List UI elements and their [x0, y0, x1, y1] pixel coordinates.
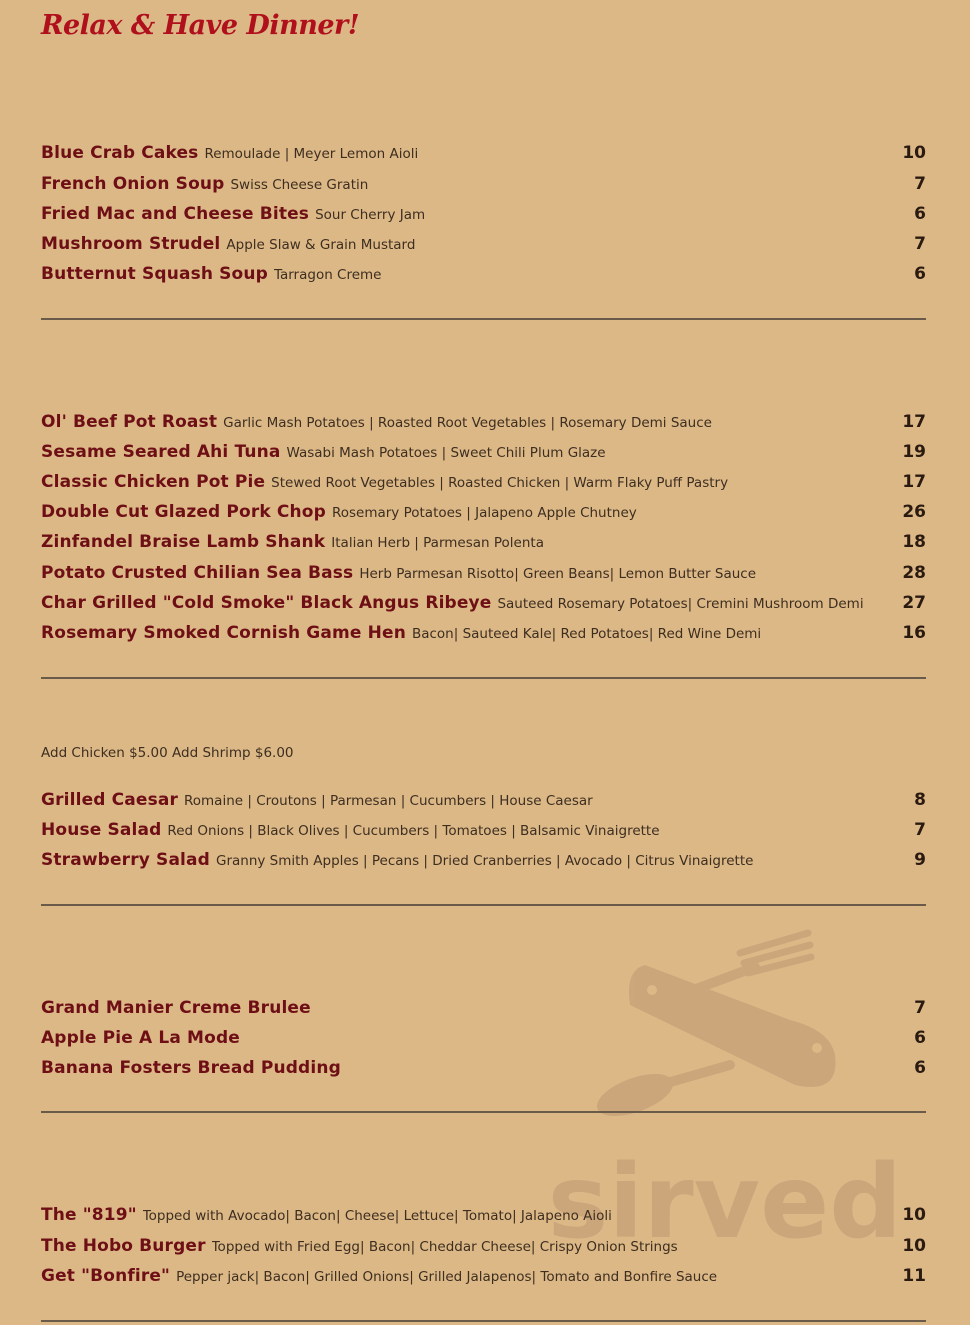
item-price: 10: [902, 1205, 926, 1225]
item-price: 9: [914, 850, 926, 870]
item-price: 18: [902, 532, 926, 552]
item-description: Sauteed Rosemary Potatoes| Cremini Mushroom Demi: [497, 596, 864, 612]
item-description: Topped with Avocado| Bacon| Cheese| Lettuce| Tomato| Jalapeno Aioli: [142, 1208, 612, 1224]
item-price: 10: [902, 1236, 926, 1256]
item-name: Strawberry Salad: [41, 850, 210, 870]
item-name: Rosemary Smoked Cornish Game Hen: [41, 623, 406, 643]
item-price: 11: [902, 1266, 926, 1286]
item-description: Tarragon Creme: [273, 267, 382, 283]
item-price: 6: [914, 1058, 926, 1078]
item-description: Granny Smith Apples | Pecans | Dried Cranberries | Avocado | Citrus Vinaigrette: [215, 853, 754, 869]
item-price: 17: [902, 412, 926, 432]
item-name: Apple Pie A La Mode: [41, 1028, 240, 1048]
menu-item: [41, 174, 926, 198]
item-price: 7: [914, 174, 926, 194]
item-price: 7: [914, 820, 926, 840]
section-divider: [41, 1320, 926, 1322]
section-divider: [41, 677, 926, 679]
menu-item: [41, 998, 926, 1022]
item-price: 6: [914, 1028, 926, 1048]
item-price: 10: [902, 143, 926, 163]
item-description: Bacon| Sauteed Kale| Red Potatoes| Red Wine Demi: [411, 626, 762, 642]
menu-item: [41, 1266, 926, 1290]
item-name: Sesame Seared Ahi Tuna: [41, 442, 281, 462]
item-description: Swiss Cheese Gratin: [230, 177, 369, 193]
item-name: Butternut Squash Soup: [41, 264, 268, 284]
item-description: Topped with Fried Egg| Bacon| Cheddar Cheese| Crispy Onion Strings: [211, 1239, 678, 1255]
item-description: Pepper jack| Bacon| Grilled Onions| Grilled Jalapenos| Tomato and Bonfire Sauce: [176, 1269, 718, 1285]
item-price: 17: [902, 472, 926, 492]
menu-item: [41, 442, 926, 466]
item-price: 7: [914, 998, 926, 1018]
item-price: 19: [902, 442, 926, 462]
salad-addon-note: Add Chicken $5.00 Add Shrimp $6.00: [41, 745, 294, 761]
item-name: Classic Chicken Pot Pie: [41, 472, 266, 492]
menu-item: [41, 563, 926, 587]
item-name: Potato Crusted Chilian Sea Bass: [41, 563, 354, 583]
menu-item: [41, 1058, 926, 1082]
item-name: Banana Fosters Bread Pudding: [41, 1058, 341, 1078]
item-name: French Onion Soup: [41, 174, 225, 194]
menu-item: [41, 143, 926, 167]
item-description: Sour Cherry Jam: [315, 207, 426, 223]
menu-item: [41, 593, 926, 617]
menu-item: [41, 1236, 926, 1260]
menu-item: [41, 234, 926, 258]
item-description: Red Onions | Black Olives | Cucumbers | Tomatoes | Balsamic Vinaigrette: [167, 823, 660, 839]
menu-item: [41, 264, 926, 288]
item-price: 27: [902, 593, 926, 613]
item-name: Char Grilled "Cold Smoke" Black Angus Ribeye: [41, 593, 492, 613]
item-name: The "819": [41, 1205, 137, 1225]
item-price: 26: [902, 502, 926, 522]
item-description: Garlic Mash Potatoes | Roasted Root Vegetables | Rosemary Demi Sauce: [223, 415, 712, 431]
menu-item: [41, 820, 926, 844]
item-price: 6: [914, 264, 926, 284]
section-divider: [41, 318, 926, 320]
item-name: Get "Bonfire": [41, 1266, 171, 1286]
item-name: Mushroom Strudel: [41, 234, 221, 254]
item-price: 28: [902, 563, 926, 583]
item-description: Apple Slaw & Grain Mustard: [226, 237, 416, 253]
menu-item: [41, 790, 926, 814]
menu-item: [41, 412, 926, 436]
item-name: Grilled Caesar: [41, 790, 178, 810]
item-price: 8: [914, 790, 926, 810]
item-name: Double Cut Glazed Pork Chop: [41, 502, 326, 522]
item-description: Rosemary Potatoes | Jalapeno Apple Chutney: [331, 505, 637, 521]
item-name: Fried Mac and Cheese Bites: [41, 204, 310, 224]
item-name: Grand Manier Creme Brulee: [41, 998, 311, 1018]
menu-item: [41, 204, 926, 228]
menu-item: [41, 1205, 926, 1229]
item-description: Remoulade | Meyer Lemon Aioli: [204, 146, 419, 162]
section-divider: [41, 904, 926, 906]
item-description: Herb Parmesan Risotto| Green Beans| Lemon Butter Sauce: [359, 566, 757, 582]
item-name: Ol' Beef Pot Roast: [41, 412, 218, 432]
item-name: Blue Crab Cakes: [41, 143, 199, 163]
section-divider: [41, 1111, 926, 1113]
item-price: 16: [902, 623, 926, 643]
menu-item: [41, 623, 926, 647]
menu-item: [41, 1028, 926, 1052]
item-description: Romaine | Croutons | Parmesan | Cucumbers | House Caesar: [184, 793, 593, 809]
page-title: Relax & Have Dinner!: [41, 10, 360, 41]
item-description: Wasabi Mash Potatoes | Sweet Chili Plum Glaze: [286, 445, 606, 461]
item-description: Italian Herb | Parmesan Polenta: [331, 535, 544, 551]
menu-item: [41, 850, 926, 874]
item-name: The Hobo Burger: [41, 1236, 206, 1256]
item-price: 7: [914, 234, 926, 254]
menu-item: [41, 532, 926, 556]
item-description: Stewed Root Vegetables | Roasted Chicken | Warm Flaky Puff Pastry: [271, 475, 729, 491]
menu-item: [41, 502, 926, 526]
watermark-text: sirved: [547, 1143, 903, 1255]
item-price: 6: [914, 204, 926, 224]
menu-item: [41, 472, 926, 496]
item-name: House Salad: [41, 820, 162, 840]
item-name: Zinfandel Braise Lamb Shank: [41, 532, 326, 552]
